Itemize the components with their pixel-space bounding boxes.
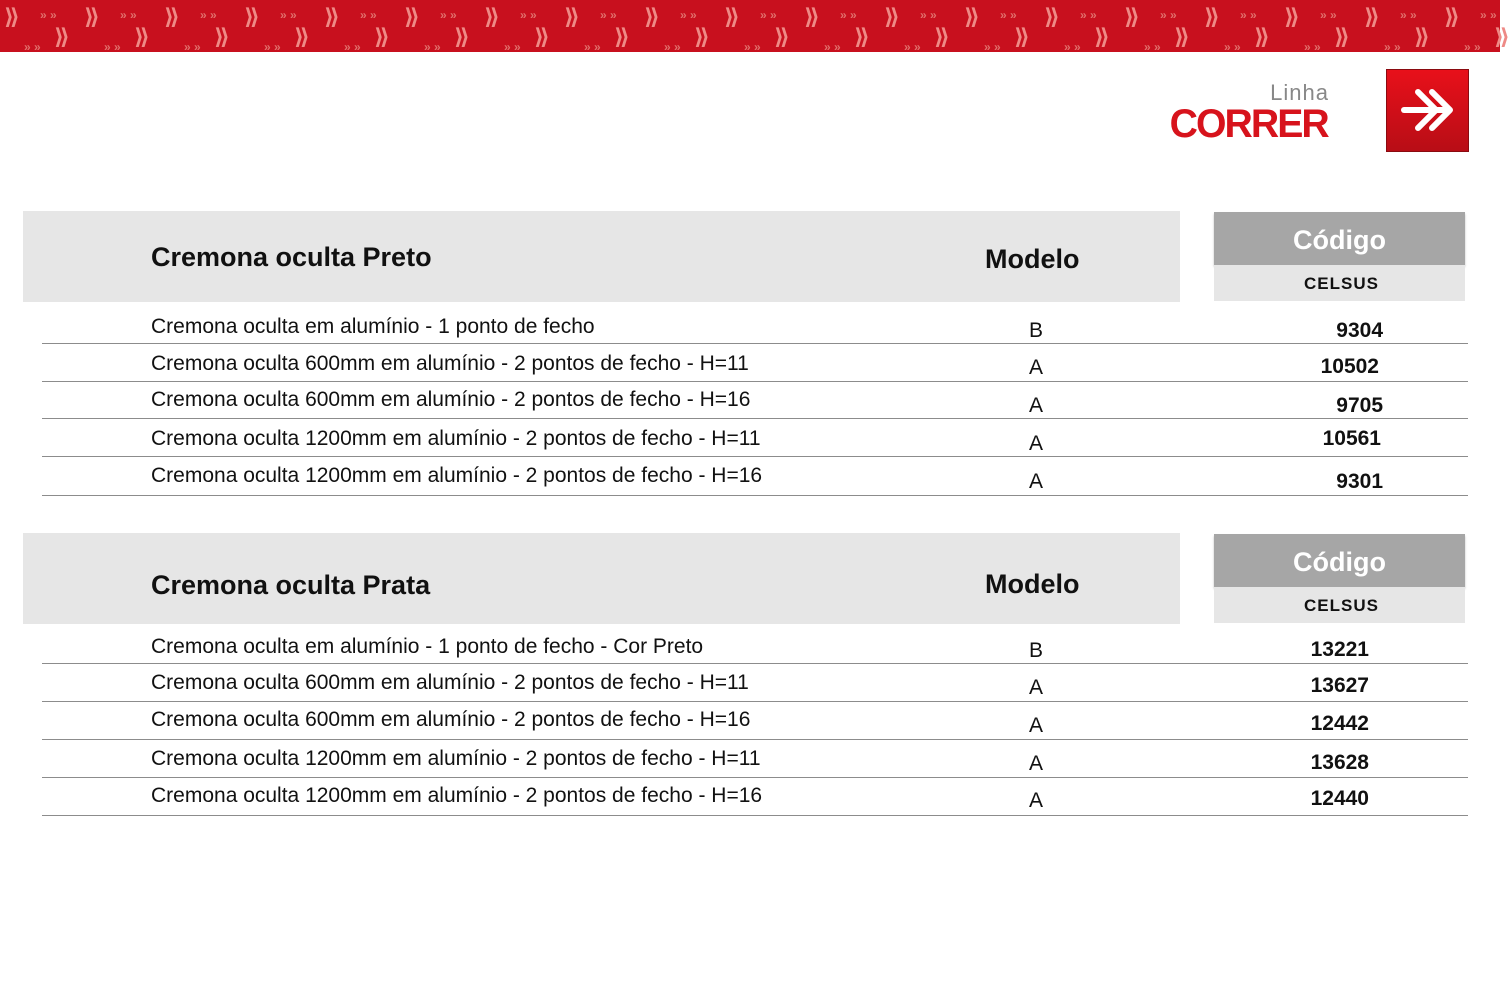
table-row — [42, 344, 1468, 382]
arrow-pattern-icon: ⟫ — [804, 4, 820, 29]
table-row — [42, 626, 1468, 664]
arrow-pattern-icon: » » — [664, 40, 681, 54]
arrow-pattern-icon: » » — [520, 8, 537, 22]
arrow-pattern-icon: ⟫ — [534, 24, 550, 49]
model-column-header: Modelo — [985, 244, 1080, 274]
row-model: A — [1029, 432, 1044, 455]
arrow-pattern-icon: ⟫ — [1414, 24, 1430, 49]
arrow-pattern-icon: ⟫ — [454, 24, 470, 49]
row-code: 13221 — [1310, 638, 1369, 661]
row-description: Cremona oculta 1200mm em alumínio - 2 pontos de fecho - H=11 — [151, 427, 761, 450]
arrow-pattern-icon: » » — [200, 8, 217, 22]
arrow-pattern-icon: » » — [1240, 8, 1257, 22]
row-model: A — [1029, 676, 1044, 699]
row-model: B — [1029, 319, 1044, 342]
arrow-pattern-icon: » » — [344, 40, 361, 54]
arrow-pattern-icon: » » — [904, 40, 921, 54]
arrow-pattern-icon: » » — [920, 8, 937, 22]
code-column-subheader: CELSUS — [1214, 265, 1465, 301]
arrow-pattern-icon: ⟫ — [1124, 4, 1140, 29]
arrow-pattern-icon: » » — [1384, 40, 1401, 54]
arrow-pattern-icon: ⟫ — [1094, 24, 1110, 49]
table-row — [42, 702, 1468, 740]
arrow-pattern-icon: » » — [1224, 40, 1241, 54]
arrow-pattern-icon: » » — [104, 40, 121, 54]
table-row — [42, 458, 1468, 496]
arrow-pattern-icon: ⟫ — [1204, 4, 1220, 29]
row-description: Cremona oculta 600mm em alumínio - 2 pontos de fecho - H=11 — [151, 671, 749, 694]
arrow-pattern-icon: » » — [584, 40, 601, 54]
arrow-pattern-icon: » » — [360, 8, 377, 22]
arrow-pattern-icon: » » — [1320, 8, 1337, 22]
arrow-pattern-icon: ⟫ — [84, 4, 100, 29]
arrow-pattern-icon: » » — [760, 8, 777, 22]
arrow-pattern-icon: » » — [840, 8, 857, 22]
arrow-pattern-icon: » » — [1080, 8, 1097, 22]
arrow-pattern-icon: » » — [1064, 40, 1081, 54]
brand-line-label: Linha — [1270, 80, 1329, 105]
arrow-pattern-icon: » » — [1304, 40, 1321, 54]
row-code: 12440 — [1310, 787, 1369, 810]
row-description: Cremona oculta 600mm em alumínio - 2 pontos de fecho - H=11 — [151, 352, 749, 375]
arrow-pattern-icon: ⟫ — [324, 4, 340, 29]
row-description: Cremona oculta 600mm em alumínio - 2 pontos de fecho - H=16 — [151, 388, 751, 411]
table-row — [42, 778, 1468, 816]
arrow-pattern-icon: » » — [1160, 8, 1177, 22]
row-model: A — [1029, 394, 1044, 417]
arrow-pattern-icon: ⟫ — [404, 4, 420, 29]
arrow-pattern-icon: ⟫ — [694, 24, 710, 49]
arrow-pattern-icon: ⟫ — [1044, 4, 1060, 29]
arrow-pattern-icon: » » — [1144, 40, 1161, 54]
table-row — [42, 664, 1468, 702]
arrow-pattern-icon: » » — [440, 8, 457, 22]
arrow-pattern-icon: ⟫ — [1364, 4, 1380, 29]
arrow-pattern-icon: ⟫ — [244, 4, 260, 29]
arrow-pattern-icon: ⟫ — [164, 4, 180, 29]
arrow-pattern-icon: ⟫ — [1014, 24, 1030, 49]
row-code: 9301 — [1336, 470, 1383, 493]
arrow-pattern-icon: ⟫ — [1254, 24, 1270, 49]
arrow-pattern-icon: ⟫ — [934, 24, 950, 49]
row-model: A — [1029, 752, 1044, 775]
arrow-pattern-icon: ⟫ — [4, 4, 20, 29]
arrow-pattern-icon: » » — [680, 8, 697, 22]
arrow-pattern-icon: ⟫ — [854, 24, 870, 49]
arrow-pattern-icon: ⟫ — [964, 4, 980, 29]
table-row — [42, 419, 1468, 457]
arrow-pattern-icon: » » — [504, 40, 521, 54]
arrow-pattern-icon: » » — [1000, 8, 1017, 22]
arrow-pattern-icon: ⟫ — [774, 24, 790, 49]
arrow-pattern-icon: » » — [280, 8, 297, 22]
arrow-pattern-icon: ⟫ — [214, 24, 230, 49]
arrow-pattern-icon: » » — [424, 40, 441, 54]
row-description: Cremona oculta 600mm em alumínio - 2 pontos de fecho - H=16 — [151, 708, 751, 731]
code-column-subheader: CELSUS — [1214, 587, 1465, 623]
row-code: 12442 — [1310, 712, 1369, 735]
arrow-pattern-icon: » » — [120, 8, 137, 22]
arrow-pattern-icon: » » — [1400, 8, 1417, 22]
arrow-pattern-icon: ⟫ — [614, 24, 630, 49]
arrow-pattern-icon: » » — [744, 40, 761, 54]
row-code: 9304 — [1336, 319, 1383, 342]
arrow-pattern-icon: ⟫ — [1284, 4, 1300, 29]
arrow-pattern-icon: » » — [1480, 8, 1497, 22]
table-row — [42, 306, 1468, 344]
arrow-pattern-icon: ⟫ — [1494, 24, 1510, 49]
top-banner — [0, 0, 1510, 54]
row-code: 13628 — [1310, 751, 1369, 774]
code-column-header: Código — [1214, 534, 1465, 587]
row-model: B — [1029, 639, 1044, 662]
row-model: A — [1029, 356, 1044, 379]
code-column-header: Código — [1214, 212, 1465, 265]
row-model: A — [1029, 470, 1044, 493]
arrow-pattern-icon: » » — [184, 40, 201, 54]
row-description: Cremona oculta 1200mm em alumínio - 2 pontos de fecho - H=16 — [151, 784, 763, 807]
arrow-pattern-icon: ⟫ — [134, 24, 150, 49]
section-title: Cremona oculta Prata — [151, 570, 431, 600]
table-row — [42, 381, 1468, 419]
model-column-header: Modelo — [985, 569, 1080, 599]
arrow-pattern-icon: ⟫ — [1334, 24, 1350, 49]
arrow-pattern-icon: ⟫ — [54, 24, 70, 49]
row-description: Cremona oculta 1200mm em alumínio - 2 pontos de fecho - H=11 — [151, 747, 761, 770]
row-description: Cremona oculta 1200mm em alumínio - 2 pontos de fecho - H=16 — [151, 464, 763, 487]
arrow-pattern-icon: ⟫ — [884, 4, 900, 29]
arrow-pattern-icon: » » — [600, 8, 617, 22]
arrow-pattern-icon: » » — [1464, 40, 1481, 54]
row-code: 10502 — [1320, 355, 1379, 378]
arrow-pattern-icon: » » — [24, 40, 41, 54]
arrow-pattern-icon: ⟫ — [1174, 24, 1190, 49]
arrow-pattern-icon: ⟫ — [724, 4, 740, 29]
row-description: Cremona oculta em alumínio - 1 ponto de fecho - Cor Preto — [151, 635, 704, 658]
arrow-pattern-icon: » » — [824, 40, 841, 54]
row-model: A — [1029, 789, 1044, 812]
row-code: 13627 — [1310, 674, 1369, 697]
double-arrow-right-icon — [1387, 70, 1468, 151]
table-row — [42, 740, 1468, 778]
section-title: Cremona oculta Preto — [151, 242, 432, 272]
row-code: 9705 — [1336, 394, 1383, 417]
arrow-pattern-icon: » » — [40, 8, 57, 22]
row-description: Cremona oculta em alumínio - 1 ponto de fecho — [151, 315, 595, 338]
row-model: A — [1029, 714, 1044, 737]
arrow-pattern-icon: » » — [984, 40, 1001, 54]
brand-name: CORRER — [1169, 102, 1328, 146]
arrow-pattern-icon: ⟫ — [644, 4, 660, 29]
arrow-pattern-icon: ⟫ — [374, 24, 390, 49]
row-code: 10561 — [1322, 427, 1381, 450]
arrow-pattern-icon: » » — [264, 40, 281, 54]
arrow-pattern-icon: ⟫ — [564, 4, 580, 29]
arrow-pattern-icon: ⟫ — [294, 24, 310, 49]
brand-logo — [1168, 70, 1468, 152]
arrow-pattern-icon: ⟫ — [1444, 4, 1460, 29]
arrow-pattern-icon: ⟫ — [484, 4, 500, 29]
